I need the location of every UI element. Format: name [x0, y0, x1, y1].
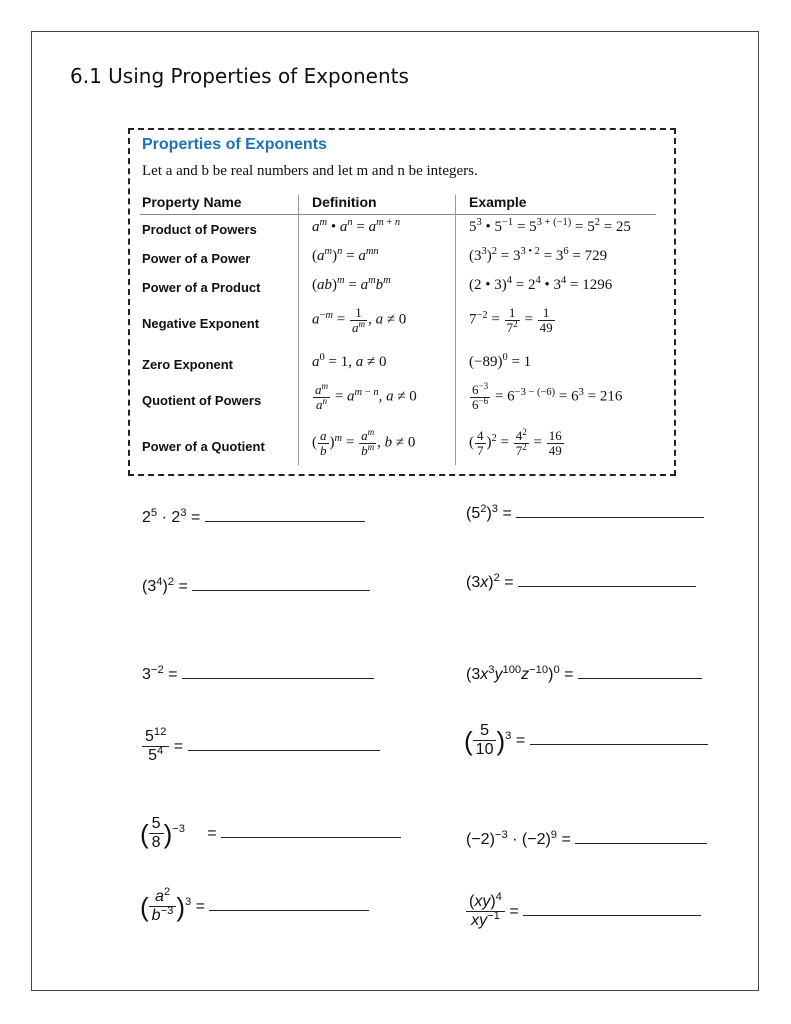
- properties-box: [128, 128, 676, 476]
- property-name: Product of Powers: [142, 222, 257, 237]
- column-divider: [298, 195, 299, 465]
- box-title: Properties of Exponents: [142, 136, 327, 153]
- property-name: Quotient of Powers: [142, 393, 262, 408]
- answer-blank[interactable]: [205, 507, 365, 522]
- answer-blank[interactable]: [518, 572, 696, 587]
- problem: ( $\frac{5}{10}$ )$^3$ =: [464, 722, 708, 760]
- answer-blank[interactable]: [523, 901, 701, 916]
- example: (2 • $3)^4 = 2^4$ • $3^4 = 1296$: [469, 275, 613, 293]
- definition: $(a^m)^n = a^{mn}$: [312, 246, 379, 264]
- answer-blank[interactable]: [221, 823, 401, 838]
- answer-blank[interactable]: [578, 664, 702, 679]
- property-name: Power of a Power: [142, 251, 251, 266]
- answer-blank[interactable]: [182, 664, 374, 679]
- property-name: Zero Exponent: [142, 357, 234, 372]
- problem: $(3x^3y^{100}z^{-10})^0$ =: [466, 664, 702, 684]
- problem: $2^5 \cdot 2^3$ =: [142, 507, 365, 527]
- header-divider: [140, 214, 656, 215]
- problem: ( $\frac{5}{8}$ )$^{-3}$ =: [140, 815, 401, 853]
- problem: $(3^4)^2$ =: [142, 576, 370, 596]
- header-example: Example: [469, 194, 527, 210]
- answer-blank[interactable]: [209, 896, 369, 911]
- example: $5^3$ • $5^{-1} = 5^{3 + (-1)} = 5^2 = 25$: [469, 217, 631, 235]
- property-name: Negative Exponent: [142, 316, 260, 331]
- property-name: Power of a Quotient: [142, 439, 265, 454]
- answer-blank[interactable]: [575, 829, 707, 844]
- example: $(-89)^0 = 1$: [469, 352, 532, 370]
- definition: ( $\frac{a}{b}$ )$^m$ = $\frac{a^m}{b^m}$ , b ≠ 0: [312, 427, 416, 458]
- definition: $a^{-m}$ = $\frac{1}{a^m}$ , a ≠ 0: [312, 305, 407, 335]
- box-intro: Let a and b be real numbers and let m and n be integers.: [142, 163, 478, 179]
- example: $(3^3)^2 = 3^{3 • 2} = 3^6 = 729$: [469, 246, 608, 264]
- answer-blank[interactable]: [530, 730, 708, 745]
- definition: $(ab)^m = a^mb^m$: [312, 275, 391, 293]
- definition: $a^m$ • $a^n = a^{m + n}$: [312, 217, 401, 235]
- example: $7^{-2}$ = $\frac{1}{7^2}$ = $\frac{1}{49}$: [469, 305, 553, 335]
- problem: $(-2)^{-3} \cdot (-2)^9$ =: [466, 829, 707, 849]
- definition: $a^0 = 1$, a ≠ 0: [312, 352, 387, 370]
- problem: $\frac{(xy)^4}{xy^{-1}}$ =: [466, 893, 701, 931]
- header-property-name: Property Name: [142, 194, 242, 210]
- answer-blank[interactable]: [188, 736, 380, 751]
- problem: $(5^2)^3$ =: [466, 503, 704, 523]
- problem: ( $\frac{a^2}{b^{-3}}$ )$^3$ =: [140, 888, 369, 926]
- column-divider: [455, 195, 456, 465]
- problem: $(3x)^2$ =: [466, 572, 696, 592]
- problem: $3^{-2}$ =: [142, 664, 374, 684]
- definition: $\frac{a^m}{a^n}$ = $a^{m - n}$, a ≠ 0: [315, 381, 417, 412]
- answer-blank[interactable]: [192, 576, 370, 591]
- answer-blank[interactable]: [516, 503, 704, 518]
- page-title: 6.1 Using Properties of Exponents: [70, 64, 409, 88]
- property-name: Power of a Product: [142, 280, 261, 295]
- header-definition: Definition: [312, 194, 377, 210]
- example: ( $\frac{4}{7}$ )$^2$ = $\frac{4^2}{7^2}$ = $\frac{16}{49}$: [469, 427, 562, 458]
- problem: $\frac{5^{12}}{5^4}$ =: [142, 728, 380, 766]
- example: $\frac{6^{-3}}{6^{-6}}$ = $6^{-3 - (-6)} = 6^3 = 216$: [472, 381, 623, 412]
